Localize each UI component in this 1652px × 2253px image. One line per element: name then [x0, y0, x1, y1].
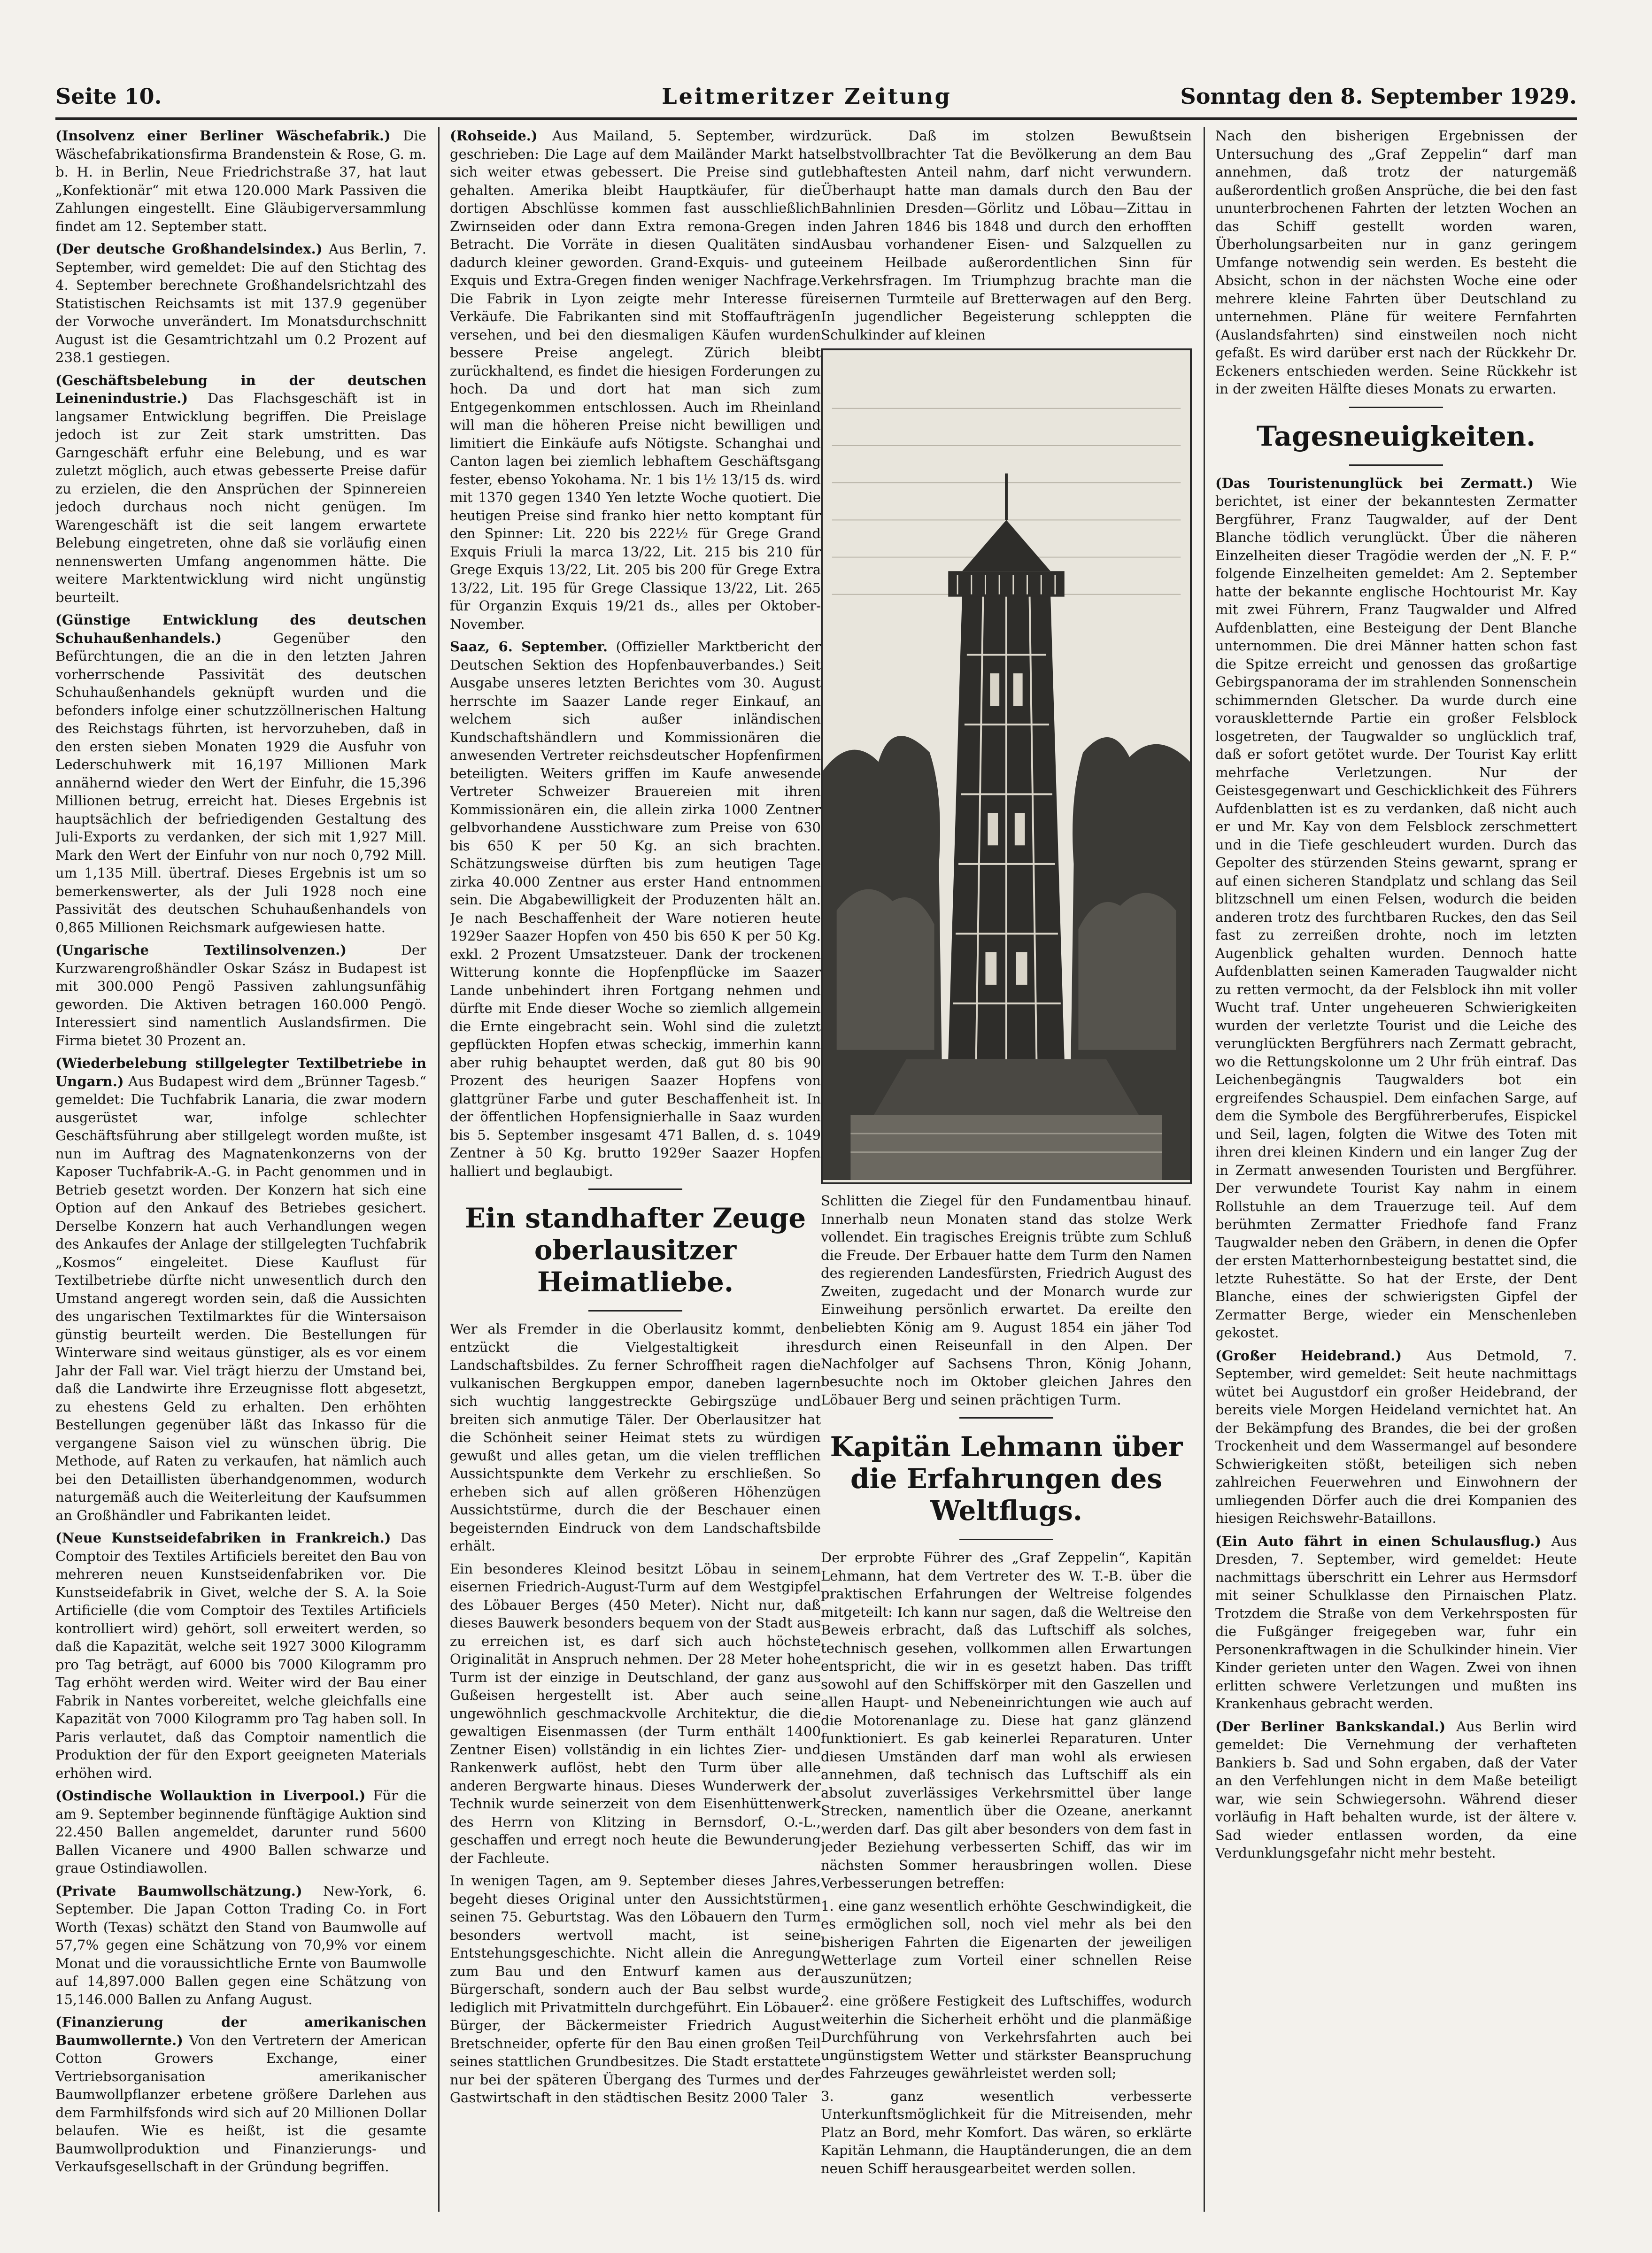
item-text: Aus Berlin, 7. September, wird gemeldet: Die auf den Stichtag des 4. September berechnete Großhandelsrichtzahl des Statistischen Reichsamts ist mit 137.9 gegenüber der Vorwoche unverändert. Im Monatsdurchschnitt August ist die Gesamtrichtzahl um 0.2 Prozent auf 238.1 gestiegen. [55, 241, 426, 365]
column-market-reports [450, 127, 821, 2212]
tower-illustration [821, 348, 1192, 1184]
article-paragraph [1215, 1347, 1577, 1528]
column-daily-news [1215, 127, 1577, 2212]
article-paragraph [1215, 1718, 1577, 1862]
item-text: Aus Dresden, 7. September, wird gemeldet: Heute nachmittags überschritt ein Lehrer aus Hermsdorf mit seiner Schulklasse den Pirnaischen Platz. Trotzdem die Straße von dem Verkehrsposten für die Fußgänger freigegeben war, fuhr ein Personenkraftwagen in die Schulkinder hinein. Vier Kinder gerieten unter den Wagen. Zwei von ihnen erlitten schwere Verletzungen und mußten ins Krankenhaus gebracht werden. [1215, 1533, 1577, 1712]
item-text: Wie berichtet, ist einer der bekanntesten Zermatter Bergführer, Franz Taugwalder, auf der Dent Blanche tödlich verunglückt. Über die näheren Einzelheiten dieser Tragödie werden der „N. F. P.“ folgende Einzelheiten gemeldet: Am 2. September hatte der bekannte englische Hochtourist Mr. Kay mit zwei Führern, Franz Taugwalder und Alfred Aufdenblatten, eine Besteigung der Dent Blanche unternommen. Die drei Männer hatten schon fast die Spitze erreicht und genossen das großartige Gebirgspanorama der im strahlenden Sonnenschein schimmernden Gletscher. Da wurde durch eine vorauskletternde Partie ein großer Felsblock losgetreten, der Taugwalder so unglücklich traf, daß er sofort getötet wurde. Der Tourist Kay erlitt mehrfache Verletzungen. Nur der Geistesgegenwart und Geschicklichkeit des Führers Aufdenblatten ist es zu verdanken, daß nicht auch er und Mr. Kay von dem Felsblock zerschmettert und in die Tiefe geschleudert wurden. Durch das Gepolter des stürzenden Steins gewarnt, sprang er auf einen sicheren Standplatz und schlang das Seil blitzschnell um einen Felsen, wodurch die beiden anderen trotz des furchtbaren Ruckes, den das Seil fast zu zerreißen drohte, noch im letzten Augenblick gehalten wurden. Dennoch hatte Aufdenblatten seinen Kameraden Taugwalder nicht zu retten vermocht, da der Felsblock ihn mit voller Wucht traf. Unter ungeheueren Schwierigkeiten wurden der verletzte Tourist und die Leiche des verunglückten Bergführers nach Zermatt gebracht, wo die Rettungskolonne um 2 Uhr früh eintraf. Das Leichenbegängnis Taugwalders bot ein ergreifendes Schauspiel. Dem einfachen Sarge, auf dem die Symbole des Bergführerberufes, Eispickel und Seil, lagen, folgten die Witwe des Toten mit ihren drei kleinen Kindern und ein langer Zug der in Zermatt anwesenden Touristen und Bergführer. Der verwundete Tourist Kay nahm in einem Rollstuhle an dem Trauerzuge teil. Auf dem berühmten Zermatter Friedhofe fand Franz Taugwalder neben den Gräbern, in denen die Opfer der ersten Matterhornbesteigung bestattet sind, die letzte Ruhestätte. So hat der Erste, der Dent Blanche, eines der schwierigsten Gipfel der Zermatter Berge, wieder ein Menschenleben gekostet. [1215, 475, 1577, 1341]
item-text: 1. eine ganz wesentlich erhöhte Geschwindigkeit, die es ermöglichen soll, noch viel mehr als bei den bisherigen Fahrten die Eigenarten der jeweiligen Wetterlage zum Vorteil einer schnellen Reise auszunützen; [821, 1898, 1192, 1986]
item-heading: (Rohseide.) [450, 128, 538, 144]
article-paragraph [1215, 1532, 1577, 1713]
headline-rule [588, 1310, 682, 1312]
tower-drawing [823, 350, 1190, 1182]
issue-date: Sonntag den 8. September 1929. [1180, 84, 1577, 109]
item-text: Aus Mailand, 5. September, wird geschrieben: Die Lage auf dem Mailänder Markt hat sich weiter etwas gebessert. Die Preise sind gut gehalten. Amerika bleibt Hauptkäufer, für die dortigen Abschlüsse kommen fast ausschließlich Zwirnseiden oder dann Extra remona-Gregen in Betracht. Die Vorräte in diesen Qualitäten sind dadurch kleiner geworden. Grand-Exquis- und gute Exquis und Extra-Gregen finden weniger Nachfrage. Die Fabrik in Lyon zeigte mehr Interesse für Verkäufe. Die Fabrikanten sind mit Stoffaufträgen versehen, und bei den diesmaligen Käufen wurden bessere Preise angelegt. Zürich bleibt zurückhaltend, es findet die hiesigen Forderungen zu hoch. Da und dort hat man sich zum Entgegenkommen entschlossen. Auch im Rheinland will man die höheren Preise nicht bewilligen und limitiert die Einkäufe aufs Nötigste. Schanghai und Canton lagen bei ziemlich lebhaftem Geschäftsgang fester, ebenso Yokohama. Nr. 1 bis 1½ 13/15 ds. wird mit 1370 gegen 1340 Yen letzte Woche quotiert. Die heutigen Preise sind franko hier netto komptant für den Spinner: Lit. 220 bis 222½ für Grege Grand Exquis Friuli la marca 13/22, Lit. 215 bis 210 für Grege Exquis 13/22, Lit. 205 bis 200 für Grege Extra 13/22, Lit. 195 für Grege Classique 13/22, Lit. 265 für Organzin Exquis 19/21 ds., alles per Oktober-November. [450, 128, 821, 632]
item-text: Schlitten die Ziegel für den Fundamentbau hinauf. Innerhalb neun Monaten stand das stolze Werk vollendet. Ein tragisches Ereignis trübte zum Schluß die Freude. Der Erbauer hatte dem Turm den Namen des regierenden Landesfürsten, Friedrich August des Zweiten, zugedacht und der Monarch wurde zur Einweihung persönlich erwartet. Da ereilte den beliebten König am 9. August 1854 ein jäher Tod durch einen Reiseunfall in den Alpen. Der Nachfolger auf Sachsens Thron, König Johann, besuchte noch im Oktober gleichen Jahres den Löbauer Berg und seinen prächtigen Turm. [821, 1193, 1192, 1408]
article-paragraph [55, 611, 426, 936]
article-headline: Tagesneuigkeiten. [1256, 420, 1536, 452]
article-paragraph [450, 127, 821, 633]
item-heading: (Neue Kunstseidefabriken in Frankreich.) [55, 1530, 391, 1546]
article-paragraph [1215, 474, 1577, 1342]
column-tower-zeppelin [821, 127, 1192, 2212]
item-heading: (Insolvenz einer Berliner Wäschefabrik.) [55, 128, 391, 144]
item-heading: (Wiederbelebung stillgelegter Textilbetriebe in Ungarn.) [55, 1055, 426, 1089]
article-paragraph [55, 1787, 426, 1877]
headline-rule [959, 1539, 1053, 1540]
item-text: Gegenüber den Befürchtungen, die an die in den letzten Jahren vorherrschende Passivität des deutschen Schuhaußenhandels geknüpft wurden und die befonders infolge einer schutzzöllnerischen Haltung des Reichstags führten, ist hervorzuheben, daß in den ersten sieben Monaten 1929 die Ausfuhr von Lederschuhwerk mit 16,197 Millionen Mark annähernd wieder den Wert der Einfuhr, die 15,396 Millionen betrug, erreicht hat. Dieses Ergebnis ist hauptsächlich der befriedigenden Gestaltung des Juli-Exports zu verdanken, der sich mit 1,927 Mill. Mark den Wert der Einfuhr von nur noch 0,792 Mill. um 1,135 Mill. übertraf. Dieses Ergebnis ist um so bemerkenswerter, als der Juli 1928 noch eine Passivität des deutschen Schuhaußenhandels von 0,865 Millionen Reichsmark aufgewiesen hatte. [55, 630, 426, 935]
item-text: In wenigen Tagen, am 9. September dieses Jahres, begeht dieses Original unter den Aussichtstürmen seinen 75. Geburtstag. Was den Löbauern den Turm besonders wertvoll macht, ist seine Entstehungsgeschichte. Nicht allein die Anregung zum Bau und den Entwurf kamen aus der Bürgerschaft, sondern auch der Bau selbst wurde lediglich mit Privatmitteln durchgeführt. Ein Löbauer Bürger, der Bäckermeister Friedrich August Bretschneider, opferte für den Bau einen großen Teil seines stattlichen Grundbesitzes. Die Stadt erstattete nur bei der späteren Übergang des Turmes und der Gastwirtschaft in den städtischen Besitz 2000 Taler [450, 1873, 821, 2106]
item-heading: (Der deutsche Großhandelsindex.) [55, 241, 323, 257]
article-paragraph [821, 1192, 1192, 1409]
item-text: Aus Budapest wird dem „Brünner Tagesb.“ gemeldet: Die Tuchfabrik Lanaria, die zwar modern ausgerüstet war, infolge schlechter Geschäftsführung aber stillgelegt worden mußte, ist nun im Auftrag des Magnatenkonzerns von der Kaposer Tuchfabrik-A.-G. in Pacht genommen und in Betrieb gesetzt worden. Der Konzern hat sich eine Option auf den Ankauf des Betriebes gesichert. Derselbe Konzern hat auch Verhandlungen wegen des Ankaufes der Anlage der stillgelegten Tuchfabrik „Kosmos“ eingeleitet. Diese Kauflust für Textilbetriebe dürfte nicht unwesentlich durch den Umstand angeregt worden sein, daß die Aussichten des ungarischen Textilmarktes für die Wintersaison günstig beurteilt werden. Die Bestellungen für Winterware sind weitaus günstiger, als es vor einem Jahr der Fall war. Viel trägt hierzu der Umstand bei, daß die Landwirte ihre Erzeugnisse flott abgesetzt, zu ehestens Geld zu erhalten. Den erhöhten Bestellungen gegenüber läßt das Inkasso für die vergangene Saison viel zu wünschen übrig. Die Methode, auf Raten zu verkaufen, hat nämlich auch bei den Detaillisten überhandgenommen, wodurch naturgemäß auch die Weiterleitung der Kaufsummen an Großhändler und Fabrikanten leidet. [55, 1073, 426, 1523]
headline-rule [1349, 464, 1443, 466]
article-paragraph [55, 941, 426, 1049]
column-rule [1204, 127, 1205, 2212]
article-paragraph [55, 1882, 426, 2009]
item-heading: (Private Baumwollschätzung.) [55, 1883, 302, 1899]
article-paragraph [450, 638, 821, 1180]
article-paragraph [1215, 127, 1577, 398]
item-text: 2. eine größere Festigkeit des Luftschiffes, wodurch weiterhin die Sicherheit erhöht und die planmäßige Durchführung von Verkehrsfahrten auch bei ungünstigstem Wetter und stärkster Beanspruchung des Fahrzeuges gewährleistet werden soll; [821, 1993, 1192, 2081]
item-heading: (Geschäftsbelebung in der deutschen Leinenindustrie.) [55, 372, 426, 406]
article-paragraph [55, 371, 426, 607]
item-text: Nach den bisherigen Ergebnissen der Untersuchung des „Graf Zeppelin“ darf man annehmen, daß trotz der naturgemäß außerordentlich großen Ansprüche, die bei den fast ununterbrochenen Fahrten der letzten Wochen an das Schiff gestellt worden waren, Überholungsarbeiten nur in ganz geringem Umfange notwendig sein werden. Es besteht die Absicht, schon in der nächsten Woche eine oder mehrere kleine Fahrten über Deutschland zu unternehmen. Pläne für weitere Fernfahrten (Auslandsfahrten) sind einstweilen noch nicht gefaßt. Es wird darüber erst nach der Rückkehr Dr. Eckeners entschieden werden. Seine Rückkehr ist in der zweiten Hälfte dieses Monats zu erwarten. [1215, 128, 1577, 397]
item-text: Das Flachsgeschäft ist in langsamer Entwicklung begriffen. Die Preislage jedoch ist zur Zeit stark umstritten. Das Garngeschäft erfuhr eine Belebung, und es war zuletzt möglich, auch etwas gebesserte Preise dafür zu erzielen, die den Ansprüchen der Spinnereien jedoch durchaus noch nicht genügen. Im Warengeschäft ist die seit langem erwartete Belebung eingetreten, ohne daß sie vorläufig einen nennenswerten Umfang angenommen hätte. Die weitere Marktentwicklung wird nicht ungünstig beurteilt. [55, 390, 426, 605]
item-text: Der Kurzwarengroßhändler Oskar Szász in Budapest ist mit 300.000 Pengö Passiven zahlungsunfähig geworden. Die Aktiven betragen 160.000 Pengö. Interessiert sind namentlich Auslandsfirmen. Die Firma bietet 30 Prozent an. [55, 942, 426, 1049]
item-text: (Offizieller Marktbericht der Deutschen Sektion des Hopfenbauverbandes.) Seit Ausgabe unseres letzten Berichtes vom 30. August herrschte im Saazer Lande reger Einkauf, an welchem sich außer inländischen Kundschaftshändlern und Kommissionären die anwesenden Vertreter reichsdeutscher Hopfenfirmen beteiligten. Weiters griffen im Kaufe anwesende Vertreter Schweizer Brauereien mit ihren Kommissionären ein, die allein zirka 1000 Zentner gelbvorhandene Ausstichware zum Preise von 630 bis 650 K per 50 Kg. an sich brachten. Schätzungsweise dürften bis zum heutigen Tage zirka 40.000 Zentner aus erster Hand entnommen sein. Die Abgabewilligkeit der Produzenten hält an. Je nach Beschaffenheit der Ware notieren heute 1929er Saazer Hopfen von 450 bis 650 K per 50 Kg. exkl. 2 Prozent Umsatzsteuer. Dank der trockenen Witterung konnte die Hopfenpflücke im Saazer Lande unbehindert ihren Fortgang nehmen und dürfte mit Ende dieser Woche so ziemlich allgemein die Ernte eingebracht sein. Wohl sind die zuletzt gepflückten Hopfen etwas scheckig, immerhin kann aber ruhig behauptet werden, daß gut 80 bis 90 Prozent des heurigen Saazer Hopfens von glattgrüner Farbe und guter Beschaffenheit ist. In der öffentlichen Hopfensignierhalle in Saaz wurden bis 5. September insgesamt 471 Ballen, d. s. 1049 Zentner à 50 Kg. brutto 1929er Saazer Hopfen halliert und beglaubigt. [450, 639, 821, 1179]
item-text: Für die am 9. September beginnende fünftägige Auktion sind 22.450 Ballen angemeldet, darunter rund 5600 Ballen Vicanere und 4900 Ballen schwarze und graue Ostindiawollen. [55, 1788, 426, 1876]
article-headline: Ein standhafter Zeuge oberlausitzer Heimatliebe. [464, 1202, 806, 1298]
article-headline: Kapitän Lehmann über die Erfahrungen des Weltflugs. [830, 1431, 1183, 1527]
item-text: zurück. Daß im stolzen Bewußtsein selbstvollbrachter Tat die Bevölkerung an dem Bau lebhaftesten Anteil nahm, darf nicht verwundern. Überhaupt hatte man damals durch den Bau der Bahnlinien Dresden—Görlitz und Löbau—Zittau in den Jahren 1846 bis 1848 und durch den erhofften Ausbau vorhandener Eisen- und Salzquellen zu einem Heilbade außerordentlichen Sinn für Verkehrsfragen. Im Triumphzug brachte man die eisernen Turmteile auf Bretterwagen auf den Berg. In jugendlicher Begeisterung schleppten die Schulkinder auf kleinen [821, 128, 1192, 343]
item-text: Das Comptoir des Textiles Artificiels bereitet den Bau von mehreren neuen Kunstseidenfabriken vor. Die Kunstseidefabrik in Givet, welche der S. A. la Soie Artificielle (die vom Comptoir des Textiles Artificiels kontrolliert wird) gehört, soll erweitert werden, so daß die Kapazität, welche seit 1927 3000 Kilogramm pro Tag beträgt, auf 6000 bis 7000 Kilogramm pro Tag erhöht werden wird. Weiter wird der Bau einer Fabrik in Nantes vorbereitet, welche gleichfalls eine Kapazität von 7000 Kilogramm pro Tag haben soll. In Paris verlautet, daß das Comptoir namentlich die Produktion der für den Export geeigneten Materials erhöhen wird. [55, 1530, 426, 1781]
item-text: Wer als Fremder in die Oberlausitz kommt, den entzückt die Vielgestaltigkeit ihres Landschaftsbildes. Zu ferner Schroffheit ragen die vulkanischen Bergkuppen empor, daneben lagern sich wuchtig langgestreckte Gebirgszüge und breiten sich anmutige Täler. Der Oberlausitzer hat die Schönheit seiner Heimat stets zu würdigen gewußt und alles getan, um die vielen trefflichen Aussichtspunkte dem Verkehr zu erschließen. So erheben sich auf allen größeren Höhenzügen Aussichtstürme, durch die der Beschauer einen begeisternden Eindruck von dem Landschaftsbilde erhält. [450, 1321, 821, 1554]
column-rule [438, 127, 440, 2212]
item-heading: (Ungarische Textilinsolvenzen.) [55, 942, 347, 958]
item-text: Aus Berlin wird gemeldet: Die Vernehmung der verhafteten Bankiers b. Sad und Sohn ergaben, daß der Vater an den Verfehlungen nicht in dem Maße beteiligt war, wie sein Schwiegersohn. Während dieser vorläufig in Haft behalten wurde, ist der ältere v. Sad wieder entlassen worden, da eine Verdunklungsgefahr nicht mehr besteht. [1215, 1718, 1577, 1861]
item-text: Der erprobte Führer des „Graf Zeppelin“, Kapitän Lehmann, hat dem Vertreter des W. T.-B. über die praktischen Erfahrungen der Weltreise folgendes mitgeteilt: Ich kann nur sagen, daß die Weltreise den Beweis erbracht, daß das Luftschiff als solches, technisch gesehen, vollkommen allen Erwartungen entspricht, die wir in es gesetzt haben. Das trifft sowohl auf den Schiffskörper mit den Gaszellen und allen Haupt- und Nebeneinrichtungen wie auch auf die Motorenanlage zu. Diese hat ganz glänzend funktioniert. Es gab keinerlei Reparaturen. Unter diesen Umständen darf man wohl als erwiesen annehmen, daß technisch das Luftschiff als ein absolut zuverlässiges Verkehrsmittel über lange Strecken, namentlich über die Ozeane, anerkannt werden darf. Das gilt aber besonders von dem fast in jeder Beziehung verbesserten Schiff, das wir im nächsten Sommer herausbringen wollen. Diese Verbesserungen betreffen: [821, 1550, 1192, 1891]
article-paragraph [55, 240, 426, 367]
item-text: Ein besonderes Kleinod besitzt Löbau in seinem eisernen Friedrich-August-Turm auf dem Westgipfel des Löbauer Berges (450 Meter). Nicht nur, daß dieses Bauwerk besonders bequem von der Stadt aus zu erreichen ist, es darf sich auch höchste Originalität in Anspruch nehmen. Der 28 Meter hohe Turm ist der einzige in Deutschland, der ganz aus Gußeisen hergestellt ist. Aber auch seine ungewöhnlich geschmackvolle Architektur, die die gewaltigen Eisenmassen (der Turm enthält 1400 Zentner Eisen) vollständig in ein lichtes Zier- und Rankenwerk auflöst, hebt den Turm über alle anderen Bergwarte hinaus. Dieses Wunderwerk der Technik wurde seinerzeit von dem Eisenhüttenwerk des Herrn von Klitzing in Bernsdorf, O.-L., geschaffen und erregt noch heute die Bewunderung der Fachleute. [450, 1560, 821, 1866]
item-text: New-York, 6. September. Die Japan Cotton Trading Co. in Fort Worth (Texas) schätzt den Stand von Baumwolle auf 57,7% gegen eine Schätzung von 70,9% vor einem Monat und die voraussichtliche Ernte von Baumwolle auf 14,897.000 Ballen gegen eine Schätzung von 15,146.000 Ballen zu Anfang August. [55, 1883, 426, 2007]
article-paragraph [821, 127, 1192, 344]
article-paragraph [821, 1897, 1192, 1988]
item-heading: (Das Touristenunglück bei Zermatt.) [1215, 475, 1534, 491]
page-number: Seite 10. [55, 84, 162, 109]
item-text: Von den Vertretern der American Cotton Growers Exchange, einer Vertriebsorganisation amerikanischer Baumwollpflanzer erbetene größere Darlehen aus dem Farmhilfsfonds wird sich auf 20 Millionen Dollar belaufen. Wie es heißt, ist die gesamte Baumwollproduktion und Finanzierungs- und Verkaufsgesellschaft in der Gründung begriffen. [55, 2032, 426, 2175]
headline-rule [1349, 407, 1443, 408]
item-heading: (Finanzierung der amerikanischen Baumwollernte.) [55, 2014, 426, 2048]
article-paragraph [821, 2087, 1192, 2178]
item-text: Die Wäschefabrikationsfirma Brandenstein & Rose, G. m. b. H. in Berlin, Neue Friedrichstraße 37, hat laut „Konfektionär“ mit etwa 120.000 Mark Passiven die Zahlungen eingestellt. Eine Gläubigerversammlung findet am 12. September statt. [55, 128, 426, 234]
item-heading: (Ein Auto fährt in einen Schulausflug.) [1215, 1533, 1541, 1549]
article-paragraph [55, 2013, 426, 2176]
article-paragraph [55, 127, 426, 235]
column-economy [55, 127, 426, 2212]
article-paragraph [55, 1054, 426, 1524]
headline-rule [959, 1417, 1053, 1419]
headline-rule [588, 1188, 682, 1190]
item-heading: (Großer Heidebrand.) [1215, 1347, 1402, 1364]
article-paragraph [450, 1872, 821, 2107]
item-heading: Saaz, 6. September. [450, 639, 608, 655]
item-heading: (Der Berliner Bankskandal.) [1215, 1718, 1446, 1735]
article-paragraph [450, 1560, 821, 1867]
article-paragraph [450, 1320, 821, 1555]
item-text: Aus Detmold, 7. September, wird gemeldet: Seit heute nachmittags wütet bei Augustdorf ein großer Heidebrand, der bereits viele Morgen Heideland vernichtet hat. An der Bekämpfung des Brandes, die bei der großen Trockenheit und dem Wassermangel auf besondere Schwierigkeiten stößt, beteiligen sich neben zahlreichen Feuerwehren und Einwohnern der umliegenden Dörfer auch die drei Kompanien des hiesigen Reichswehr-Bataillons. [1215, 1347, 1577, 1526]
page-header [55, 80, 1577, 120]
article-paragraph [55, 1529, 426, 1782]
item-heading: (Günstige Entwicklung des deutschen Schuhaußenhandels.) [55, 612, 426, 646]
item-text: 3. ganz wesentlich verbesserte Unterkunftsmöglichkeit für die Mitreisenden, mehr Platz an Bord, mehr Komfort. Das wären, so erklärte Kapitän Lehmann, die Hauptänderungen, die an dem neuen Schiff herausgearbeitet werden sollen. [821, 2088, 1192, 2176]
item-heading: (Ostindische Wollauktion in Liverpool.) [55, 1788, 366, 1804]
article-paragraph [821, 1992, 1192, 2083]
newspaper-title: Leitmeritzer Zeitung [662, 84, 952, 109]
article-paragraph [821, 1549, 1192, 1892]
